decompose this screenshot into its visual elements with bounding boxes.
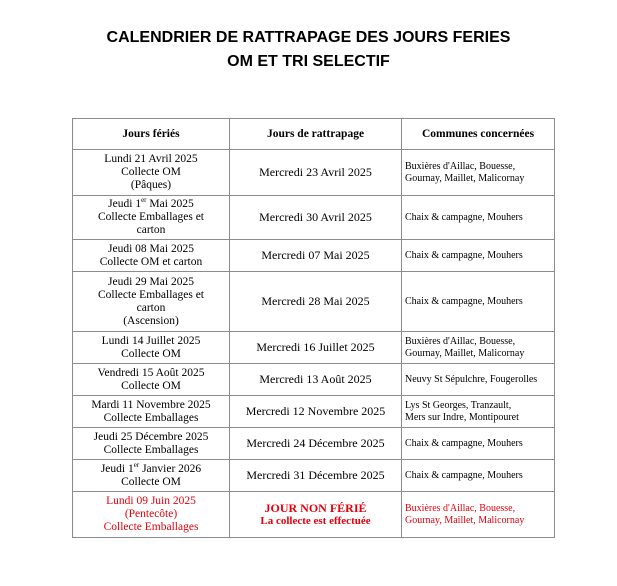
communes-cell xyxy=(402,428,555,460)
holiday-date: Jeudi 1er Janvier 2026 xyxy=(100,460,202,475)
table-header-row xyxy=(73,119,555,150)
collect-done-label: La collecte est effectuée xyxy=(260,514,371,527)
communes-line: Neuvy St Sépulchre, Fougerolles xyxy=(405,373,538,385)
holiday-cell xyxy=(73,150,230,196)
holiday-cell xyxy=(73,492,230,538)
communes-line: Buxières d'Aillac, Bouesse, xyxy=(405,335,516,347)
communes-line: Lys St Georges, Tranzault, xyxy=(405,399,512,411)
holiday-date: Jeudi 1er Mai 2025 xyxy=(108,196,194,210)
communes-cell xyxy=(402,332,555,364)
header-communes: Communes concernées xyxy=(402,119,555,150)
holiday-cell xyxy=(73,196,230,240)
communes-cell xyxy=(402,492,555,538)
table-row xyxy=(73,428,555,460)
catchup-cell xyxy=(230,492,402,538)
holiday-collect-type: Collecte Emballages et xyxy=(97,288,204,301)
holiday-note: (Pâques) xyxy=(130,179,172,191)
holiday-collect-type: Collecte Emballages et xyxy=(97,211,204,223)
communes-line: Chaix & campagne, Mouhers xyxy=(405,469,523,481)
catchup-date: Mercredi 30 Avril 2025 xyxy=(259,210,372,224)
catchup-cell xyxy=(230,428,402,460)
page-title: CALENDRIER DE RATTRAPAGE DES JOURS FERIES xyxy=(106,29,511,46)
catchup-date: Mercredi 24 Décembre 2025 xyxy=(246,436,385,450)
communes-line: Gournay, Maillet, Malicornay xyxy=(405,172,525,184)
communes-line: Gournay, Maillet, Malicornay xyxy=(405,514,525,526)
table-row xyxy=(73,332,555,364)
catchup-date: Mercredi 23 Avril 2025 xyxy=(259,165,372,179)
table-row xyxy=(73,272,555,332)
catchup-cell xyxy=(230,240,402,272)
holiday-date: Lundi 14 Juillet 2025 xyxy=(101,334,201,347)
communes-line: Buxières d'Aillac, Bouesse, xyxy=(405,502,516,514)
holiday-date: Lundi 09 Juin 2025 xyxy=(106,495,196,507)
communes-line: Chaix & campagne, Mouhers xyxy=(405,437,523,449)
holiday-collect-type: Collecte Emballages xyxy=(103,443,199,456)
table-row xyxy=(73,196,555,240)
communes-line: Gournay, Maillet, Malicornay xyxy=(405,347,525,359)
holiday-collect-type: Collecte OM xyxy=(121,347,181,360)
holiday-cell xyxy=(73,364,230,396)
holiday-date: Jeudi 25 Décembre 2025 xyxy=(93,430,209,443)
header-jours-feries: Jours fériés xyxy=(73,119,230,150)
catchup-date: Mercredi 12 Novembre 2025 xyxy=(245,404,386,418)
catchup-cell xyxy=(230,150,402,196)
communes-cell xyxy=(402,150,555,196)
communes-cell xyxy=(402,272,555,332)
catchup-date: Mercredi 07 Mai 2025 xyxy=(261,248,370,262)
catchup-cell xyxy=(230,332,402,364)
catchup-cell xyxy=(230,364,402,396)
table-row xyxy=(73,364,555,396)
catchup-cell xyxy=(230,396,402,428)
table-row xyxy=(73,150,555,196)
holiday-date: Lundi 21 Avril 2025 xyxy=(104,153,198,165)
table-row xyxy=(73,460,555,492)
table-row xyxy=(73,396,555,428)
catchup-date: Mercredi 28 Mai 2025 xyxy=(261,294,370,308)
communes-line: Buxières d'Aillac, Bouesse, xyxy=(405,160,516,172)
table-row xyxy=(73,240,555,272)
communes-cell xyxy=(402,240,555,272)
holiday-cell xyxy=(73,240,230,272)
catchup-date: Mercredi 13 Août 2025 xyxy=(259,372,372,386)
holiday-collect-type-cont: carton xyxy=(136,224,166,236)
holiday-cell xyxy=(73,428,230,460)
holiday-collect-type: Collecte OM et carton xyxy=(99,255,203,268)
catchup-date: Mercredi 16 Juillet 2025 xyxy=(256,340,375,354)
page-subtitle: OM ET TRI SELECTIF xyxy=(227,53,390,70)
communes-cell xyxy=(402,364,555,396)
communes-line: Chaix & campagne, Mouhers xyxy=(405,249,523,261)
table-row-highlight xyxy=(73,492,555,538)
holiday-collect-type: Collecte OM xyxy=(121,379,181,392)
holiday-date: Mardi 11 Novembre 2025 xyxy=(91,398,211,411)
holiday-collect-type-cont: carton xyxy=(136,301,166,314)
holiday-cell xyxy=(73,460,230,492)
holiday-date: Vendredi 15 Août 2025 xyxy=(97,366,205,379)
holiday-note: (Pentecôte) xyxy=(124,508,178,520)
holiday-cell xyxy=(73,396,230,428)
holiday-cell xyxy=(73,272,230,332)
holiday-calendar-table xyxy=(72,118,555,538)
holiday-collect-type: Collecte OM xyxy=(121,475,181,488)
holiday-date: Jeudi 08 Mai 2025 xyxy=(108,242,194,255)
holiday-date: Jeudi 29 Mai 2025 xyxy=(108,275,194,288)
catchup-cell xyxy=(230,196,402,240)
communes-cell xyxy=(402,396,555,428)
communes-cell xyxy=(402,460,555,492)
holiday-note: (Ascension) xyxy=(123,314,179,327)
holiday-collect-type: Collecte Emballages xyxy=(103,521,199,533)
communes-line: Mers sur Indre, Montipouret xyxy=(405,411,519,423)
communes-line: Chaix & campagne, Mouhers xyxy=(405,211,523,223)
catchup-cell xyxy=(230,272,402,332)
holiday-collect-type: Collecte OM xyxy=(121,166,181,178)
header-jours-rattrapage: Jours de rattrapage xyxy=(230,119,402,150)
communes-cell xyxy=(402,196,555,240)
communes-line: Chaix & campagne, Mouhers xyxy=(405,295,523,307)
holiday-cell xyxy=(73,332,230,364)
catchup-date: Mercredi 31 Décembre 2025 xyxy=(246,468,385,482)
non-holiday-label: JOUR NON FÉRIÉ xyxy=(264,500,367,515)
catchup-cell xyxy=(230,460,402,492)
holiday-collect-type: Collecte Emballages xyxy=(103,411,199,424)
